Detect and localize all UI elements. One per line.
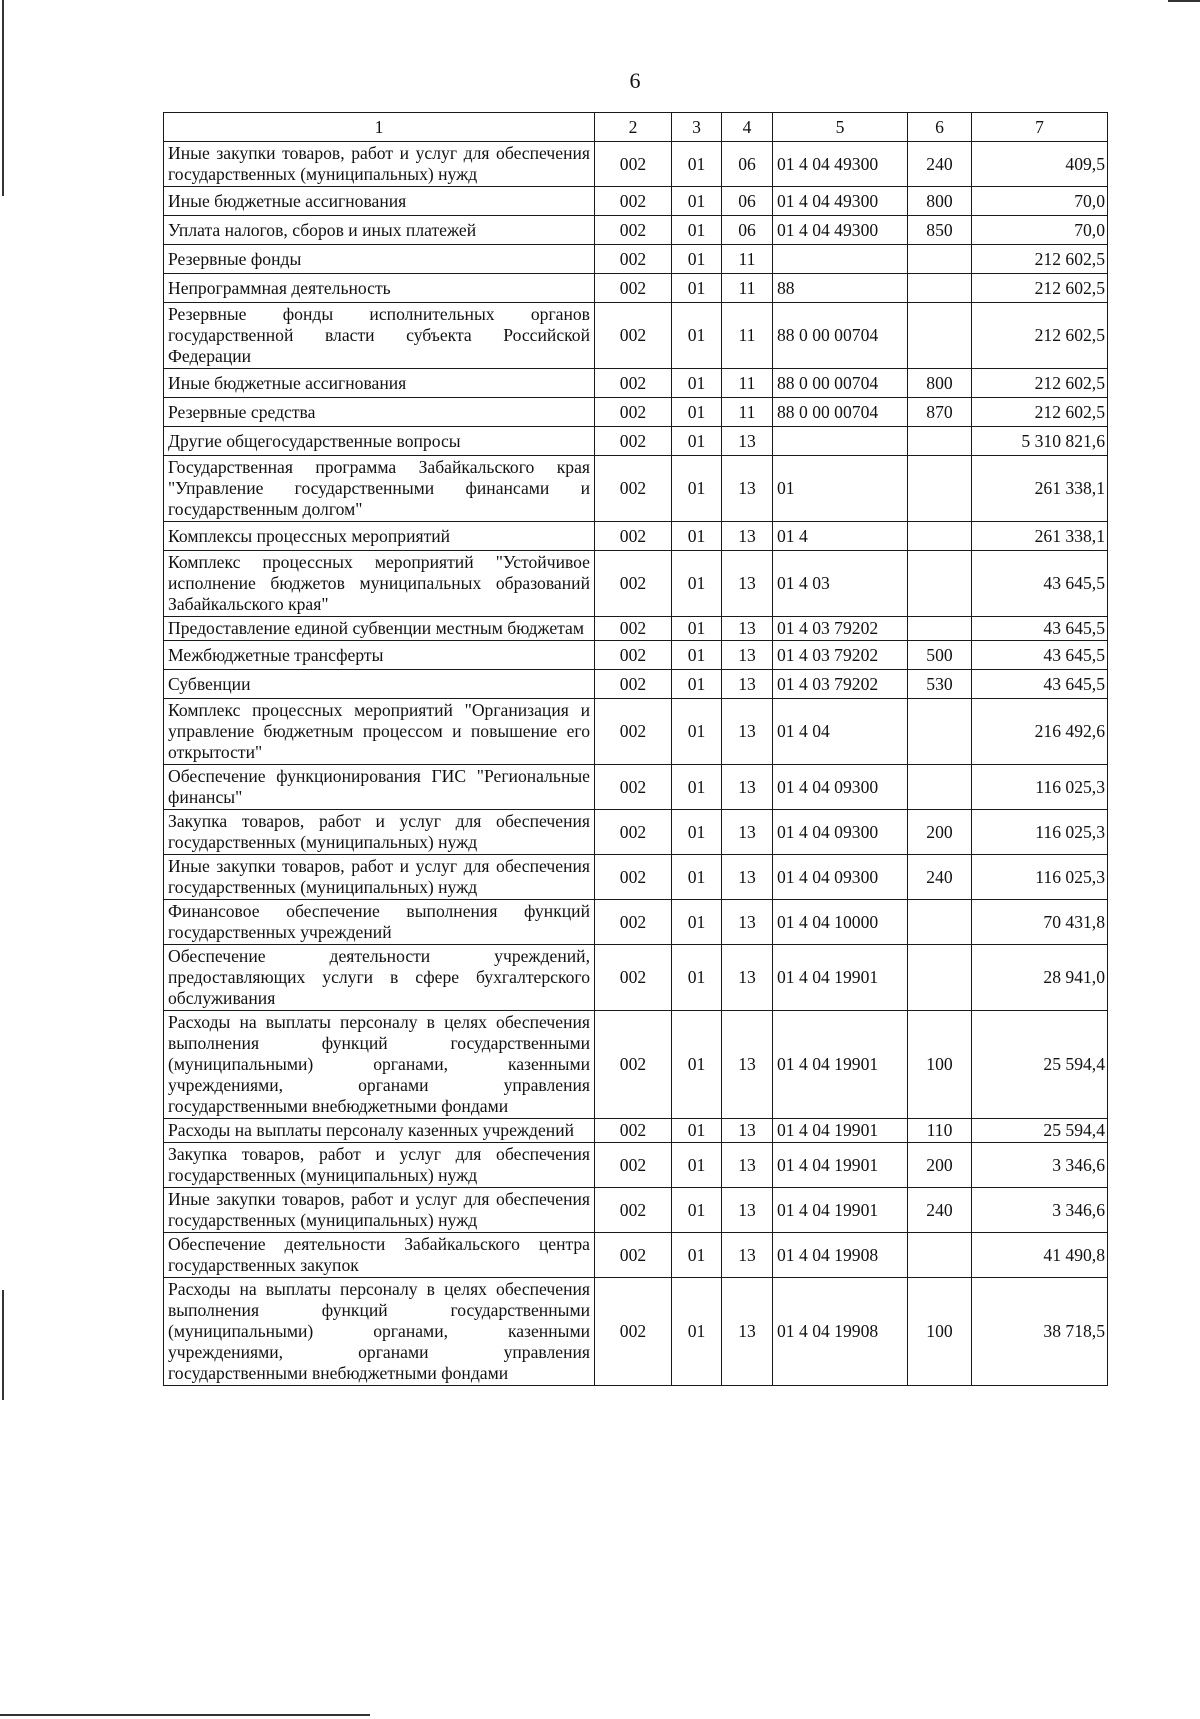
row-ved-cell: 002 xyxy=(595,187,672,216)
table-row xyxy=(164,551,1108,617)
row-vr-cell xyxy=(908,522,972,551)
row-csr-cell: 01 4 03 xyxy=(773,551,908,617)
column-header: 3 xyxy=(672,113,722,142)
row-rz-cell: 01 xyxy=(672,245,722,274)
table-row xyxy=(164,1278,1108,1386)
row-csr-cell: 01 4 03 79202 xyxy=(773,670,908,699)
row-ved-cell: 002 xyxy=(595,427,672,456)
row-vr-cell xyxy=(908,245,972,274)
row-pr-cell: 06 xyxy=(722,142,773,187)
row-name-cell: Расходы на выплаты персоналу казенных учреждений xyxy=(164,1119,595,1143)
table-row xyxy=(164,855,1108,900)
row-vr-cell xyxy=(908,274,972,303)
row-csr-cell: 01 4 04 19901 xyxy=(773,1143,908,1188)
row-ved-cell: 002 xyxy=(595,641,672,670)
row-rz-cell: 01 xyxy=(672,274,722,303)
row-ved-cell: 002 xyxy=(595,1278,672,1386)
row-name-cell: Расходы на выплаты персоналу в целях обеспечения выполнения функций государственными (муниципальными) органами, казенными учреждениями, органами управления государственными внебюджетными фондами xyxy=(164,1011,595,1119)
row-vr-cell xyxy=(908,456,972,522)
row-csr-cell: 01 4 04 xyxy=(773,699,908,765)
table-row xyxy=(164,245,1108,274)
table-row xyxy=(164,900,1108,945)
row-rz-cell: 01 xyxy=(672,187,722,216)
row-vr-cell: 240 xyxy=(908,142,972,187)
row-rz-cell: 01 xyxy=(672,456,722,522)
row-name-cell: Уплата налогов, сборов и иных платежей xyxy=(164,216,595,245)
row-vr-cell: 850 xyxy=(908,216,972,245)
row-csr-cell: 01 4 04 09300 xyxy=(773,810,908,855)
row-csr-cell: 01 4 04 19901 xyxy=(773,1188,908,1233)
table-row xyxy=(164,699,1108,765)
row-name-cell: Резервные фонды исполнительных органов государственной власти субъекта Российской Федерации xyxy=(164,303,595,369)
row-vr-cell xyxy=(908,1233,972,1278)
row-name-cell: Комплексы процессных мероприятий xyxy=(164,522,595,551)
page-number: 6 xyxy=(629,68,641,93)
row-ved-cell: 002 xyxy=(595,1188,672,1233)
scan-edge-line-top-left xyxy=(2,0,4,196)
row-rz-cell: 01 xyxy=(672,551,722,617)
row-pr-cell: 06 xyxy=(722,187,773,216)
table-row xyxy=(164,670,1108,699)
row-name-cell: Иные закупки товаров, работ и услуг для обеспечения государственных (муниципальных) нужд xyxy=(164,855,595,900)
row-sum-cell: 41 490,8 xyxy=(972,1233,1108,1278)
table-row xyxy=(164,1119,1108,1143)
row-csr-cell: 01 4 04 49300 xyxy=(773,216,908,245)
row-rz-cell: 01 xyxy=(672,303,722,369)
row-name-cell: Обеспечение деятельности учреждений, предоставляющих услуги в сфере бухгалтерского обслуживания xyxy=(164,945,595,1011)
row-pr-cell: 13 xyxy=(722,670,773,699)
row-pr-cell: 13 xyxy=(722,551,773,617)
row-pr-cell: 13 xyxy=(722,900,773,945)
row-sum-cell: 25 594,4 xyxy=(972,1119,1108,1143)
row-sum-cell: 409,5 xyxy=(972,142,1108,187)
row-sum-cell: 116 025,3 xyxy=(972,810,1108,855)
table-row xyxy=(164,641,1108,670)
row-vr-cell: 240 xyxy=(908,855,972,900)
row-csr-cell: 01 4 04 19901 xyxy=(773,945,908,1011)
row-rz-cell: 01 xyxy=(672,670,722,699)
table-row xyxy=(164,303,1108,369)
row-ved-cell: 002 xyxy=(595,369,672,398)
row-pr-cell: 13 xyxy=(722,1119,773,1143)
row-rz-cell: 01 xyxy=(672,945,722,1011)
row-csr-cell: 01 4 04 19908 xyxy=(773,1233,908,1278)
row-ved-cell: 002 xyxy=(595,670,672,699)
row-sum-cell: 3 346,6 xyxy=(972,1143,1108,1188)
row-name-cell: Иные бюджетные ассигнования xyxy=(164,369,595,398)
row-sum-cell: 3 346,6 xyxy=(972,1188,1108,1233)
row-ved-cell: 002 xyxy=(595,245,672,274)
row-csr-cell xyxy=(773,245,908,274)
table-row xyxy=(164,216,1108,245)
column-header: 1 xyxy=(164,113,595,142)
row-pr-cell: 11 xyxy=(722,369,773,398)
row-name-cell: Иные закупки товаров, работ и услуг для обеспечения государственных (муниципальных) нужд xyxy=(164,1188,595,1233)
table-row xyxy=(164,765,1108,810)
row-rz-cell: 01 xyxy=(672,810,722,855)
row-pr-cell: 13 xyxy=(722,522,773,551)
row-csr-cell: 01 4 04 09300 xyxy=(773,855,908,900)
row-sum-cell: 43 645,5 xyxy=(972,617,1108,641)
row-name-cell: Закупка товаров, работ и услуг для обеспечения государственных (муниципальных) нужд xyxy=(164,1143,595,1188)
row-ved-cell: 002 xyxy=(595,765,672,810)
row-csr-cell: 01 4 04 10000 xyxy=(773,900,908,945)
row-ved-cell: 002 xyxy=(595,398,672,427)
row-ved-cell: 002 xyxy=(595,945,672,1011)
row-vr-cell: 100 xyxy=(908,1011,972,1119)
row-csr-cell: 01 4 04 09300 xyxy=(773,765,908,810)
row-csr-cell: 01 xyxy=(773,456,908,522)
row-rz-cell: 01 xyxy=(672,617,722,641)
column-header: 6 xyxy=(908,113,972,142)
row-rz-cell: 01 xyxy=(672,216,722,245)
table-row xyxy=(164,369,1108,398)
row-vr-cell: 800 xyxy=(908,369,972,398)
row-vr-cell xyxy=(908,900,972,945)
row-ved-cell: 002 xyxy=(595,1143,672,1188)
row-ved-cell: 002 xyxy=(595,216,672,245)
row-rz-cell: 01 xyxy=(672,1011,722,1119)
row-rz-cell: 01 xyxy=(672,900,722,945)
row-pr-cell: 11 xyxy=(722,245,773,274)
row-pr-cell: 06 xyxy=(722,216,773,245)
table-row xyxy=(164,1188,1108,1233)
table-row xyxy=(164,1011,1108,1119)
row-rz-cell: 01 xyxy=(672,398,722,427)
row-csr-cell: 01 4 04 19901 xyxy=(773,1011,908,1119)
row-rz-cell: 01 xyxy=(672,765,722,810)
table-row xyxy=(164,142,1108,187)
row-ved-cell: 002 xyxy=(595,617,672,641)
row-vr-cell xyxy=(908,303,972,369)
row-csr-cell: 01 4 04 49300 xyxy=(773,142,908,187)
scan-edge-line-top-right xyxy=(1168,0,1200,2)
row-csr-cell: 01 4 03 79202 xyxy=(773,617,908,641)
row-rz-cell: 01 xyxy=(672,1278,722,1386)
row-pr-cell: 13 xyxy=(722,765,773,810)
row-csr-cell: 01 4 04 19901 xyxy=(773,1119,908,1143)
row-csr-cell: 88 0 00 00704 xyxy=(773,398,908,427)
row-pr-cell: 13 xyxy=(722,1233,773,1278)
row-vr-cell xyxy=(908,551,972,617)
row-name-cell: Другие общегосударственные вопросы xyxy=(164,427,595,456)
row-vr-cell xyxy=(908,765,972,810)
row-ved-cell: 002 xyxy=(595,855,672,900)
row-ved-cell: 002 xyxy=(595,1233,672,1278)
row-csr-cell: 01 4 04 49300 xyxy=(773,187,908,216)
row-sum-cell: 212 602,5 xyxy=(972,398,1108,427)
column-header: 4 xyxy=(722,113,773,142)
table-header-row xyxy=(164,113,1108,142)
row-rz-cell: 01 xyxy=(672,641,722,670)
row-csr-cell: 88 xyxy=(773,274,908,303)
row-pr-cell: 13 xyxy=(722,1143,773,1188)
row-sum-cell: 212 602,5 xyxy=(972,369,1108,398)
row-ved-cell: 002 xyxy=(595,522,672,551)
table-row xyxy=(164,274,1108,303)
row-sum-cell: 116 025,3 xyxy=(972,855,1108,900)
row-pr-cell: 13 xyxy=(722,1278,773,1386)
column-header: 7 xyxy=(972,113,1108,142)
row-vr-cell: 800 xyxy=(908,187,972,216)
row-pr-cell: 13 xyxy=(722,945,773,1011)
row-ved-cell: 002 xyxy=(595,456,672,522)
row-rz-cell: 01 xyxy=(672,369,722,398)
row-csr-cell: 01 4 xyxy=(773,522,908,551)
row-vr-cell: 110 xyxy=(908,1119,972,1143)
row-sum-cell: 116 025,3 xyxy=(972,765,1108,810)
row-csr-cell: 01 4 04 19908 xyxy=(773,1278,908,1386)
table-row xyxy=(164,810,1108,855)
row-vr-cell: 500 xyxy=(908,641,972,670)
row-rz-cell: 01 xyxy=(672,1188,722,1233)
row-rz-cell: 01 xyxy=(672,1233,722,1278)
row-sum-cell: 212 602,5 xyxy=(972,274,1108,303)
row-sum-cell: 70,0 xyxy=(972,187,1108,216)
row-ved-cell: 002 xyxy=(595,810,672,855)
row-sum-cell: 43 645,5 xyxy=(972,551,1108,617)
row-name-cell: Предоставление единой субвенции местным бюджетам xyxy=(164,617,595,641)
row-sum-cell: 261 338,1 xyxy=(972,456,1108,522)
row-pr-cell: 13 xyxy=(722,427,773,456)
row-name-cell: Закупка товаров, работ и услуг для обеспечения государственных (муниципальных) нужд xyxy=(164,810,595,855)
row-vr-cell xyxy=(908,427,972,456)
row-pr-cell: 13 xyxy=(722,810,773,855)
row-csr-cell: 88 0 00 00704 xyxy=(773,303,908,369)
row-ved-cell: 002 xyxy=(595,900,672,945)
row-vr-cell: 200 xyxy=(908,1143,972,1188)
row-pr-cell: 13 xyxy=(722,1011,773,1119)
row-ved-cell: 002 xyxy=(595,699,672,765)
table-row xyxy=(164,187,1108,216)
row-vr-cell xyxy=(908,617,972,641)
row-name-cell: Иные бюджетные ассигнования xyxy=(164,187,595,216)
row-sum-cell: 38 718,5 xyxy=(972,1278,1108,1386)
row-csr-cell xyxy=(773,427,908,456)
budget-table xyxy=(163,112,1108,1386)
row-sum-cell: 212 602,5 xyxy=(972,245,1108,274)
row-sum-cell: 212 602,5 xyxy=(972,303,1108,369)
row-pr-cell: 11 xyxy=(722,303,773,369)
row-pr-cell: 11 xyxy=(722,398,773,427)
row-name-cell: Обеспечение деятельности Забайкальского центра государственных закупок xyxy=(164,1233,595,1278)
row-sum-cell: 261 338,1 xyxy=(972,522,1108,551)
row-rz-cell: 01 xyxy=(672,427,722,456)
row-ved-cell: 002 xyxy=(595,1011,672,1119)
row-sum-cell: 5 310 821,6 xyxy=(972,427,1108,456)
row-csr-cell: 88 0 00 00704 xyxy=(773,369,908,398)
table-body xyxy=(164,142,1108,1386)
table-row xyxy=(164,522,1108,551)
row-rz-cell: 01 xyxy=(672,699,722,765)
row-vr-cell xyxy=(908,699,972,765)
row-name-cell: Комплекс процессных мероприятий "Организация и управление бюджетным процессом и повышение его открытости" xyxy=(164,699,595,765)
row-pr-cell: 13 xyxy=(722,456,773,522)
row-vr-cell: 100 xyxy=(908,1278,972,1386)
row-ved-cell: 002 xyxy=(595,142,672,187)
row-rz-cell: 01 xyxy=(672,1143,722,1188)
table-row xyxy=(164,1143,1108,1188)
row-name-cell: Обеспечение функционирования ГИС "Региональные финансы" xyxy=(164,765,595,810)
row-sum-cell: 43 645,5 xyxy=(972,670,1108,699)
row-rz-cell: 01 xyxy=(672,855,722,900)
row-name-cell: Резервные средства xyxy=(164,398,595,427)
row-rz-cell: 01 xyxy=(672,522,722,551)
row-sum-cell: 216 492,6 xyxy=(972,699,1108,765)
column-header: 2 xyxy=(595,113,672,142)
row-rz-cell: 01 xyxy=(672,142,722,187)
scan-edge-line-left xyxy=(2,1290,4,1400)
scan-edge-line-bottom xyxy=(0,1714,370,1716)
table-row xyxy=(164,1233,1108,1278)
row-pr-cell: 13 xyxy=(722,641,773,670)
row-name-cell: Комплекс процессных мероприятий "Устойчивое исполнение бюджетов муниципальных образований Забайкальского края" xyxy=(164,551,595,617)
row-sum-cell: 28 941,0 xyxy=(972,945,1108,1011)
row-name-cell: Непрограммная деятельность xyxy=(164,274,595,303)
row-name-cell: Субвенции xyxy=(164,670,595,699)
row-rz-cell: 01 xyxy=(672,1119,722,1143)
row-sum-cell: 70 431,8 xyxy=(972,900,1108,945)
row-vr-cell: 200 xyxy=(908,810,972,855)
table-row xyxy=(164,456,1108,522)
table-row xyxy=(164,398,1108,427)
row-vr-cell: 870 xyxy=(908,398,972,427)
row-name-cell: Иные закупки товаров, работ и услуг для обеспечения государственных (муниципальных) нужд xyxy=(164,142,595,187)
row-pr-cell: 13 xyxy=(722,617,773,641)
row-name-cell: Резервные фонды xyxy=(164,245,595,274)
row-ved-cell: 002 xyxy=(595,303,672,369)
row-sum-cell: 43 645,5 xyxy=(972,641,1108,670)
row-vr-cell: 530 xyxy=(908,670,972,699)
row-pr-cell: 13 xyxy=(722,699,773,765)
row-csr-cell: 01 4 03 79202 xyxy=(773,641,908,670)
row-name-cell: Межбюджетные трансферты xyxy=(164,641,595,670)
row-sum-cell: 70,0 xyxy=(972,216,1108,245)
row-ved-cell: 002 xyxy=(595,1119,672,1143)
row-pr-cell: 13 xyxy=(722,1188,773,1233)
row-sum-cell: 25 594,4 xyxy=(972,1011,1108,1119)
table-row xyxy=(164,427,1108,456)
row-ved-cell: 002 xyxy=(595,551,672,617)
row-ved-cell: 002 xyxy=(595,274,672,303)
table-row xyxy=(164,617,1108,641)
row-pr-cell: 13 xyxy=(722,855,773,900)
column-header: 5 xyxy=(773,113,908,142)
row-vr-cell xyxy=(908,945,972,1011)
row-vr-cell: 240 xyxy=(908,1188,972,1233)
table-row xyxy=(164,945,1108,1011)
row-pr-cell: 11 xyxy=(722,274,773,303)
row-name-cell: Финансовое обеспечение выполнения функций государственных учреждений xyxy=(164,900,595,945)
row-name-cell: Расходы на выплаты персоналу в целях обеспечения выполнения функций государственными (муниципальными) органами, казенными учреждениями, органами управления государственными внебюджетными фондами xyxy=(164,1278,595,1386)
row-name-cell: Государственная программа Забайкальского края "Управление государственными финансами и государственным долгом" xyxy=(164,456,595,522)
